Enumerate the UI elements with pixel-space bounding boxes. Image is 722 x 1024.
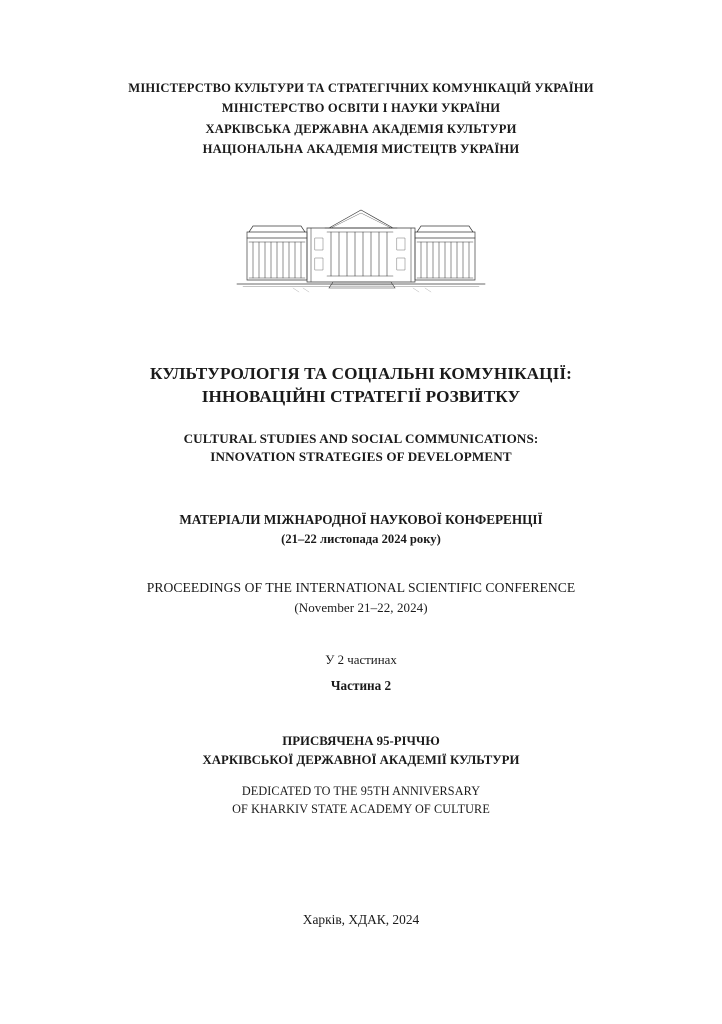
- parts-count-label: У 2 частинах: [325, 653, 397, 668]
- conference-ua-block: [179, 510, 542, 549]
- ministry-line-3: ХАРКІВСЬКА ДЕРЖАВНА АКАДЕМІЯ КУЛЬТУРИ: [205, 121, 517, 136]
- ministry-line-1: МІНІСТЕРСТВО КУЛЬТУРИ ТА СТРАТЕГІЧНИХ КОМУНІКАЦІЙ УКРАЇНИ: [128, 81, 594, 95]
- dedication-ua-line-2: ХАРКІВСЬКОЇ ДЕРЖАВНОЇ АКАДЕМІЇ КУЛЬТУРИ: [202, 752, 520, 767]
- dedication-en-block: [232, 783, 490, 818]
- title-ua-line-2: ІННОВАЦІЙНІ СТРАТЕГІЇ РОЗВИТКУ: [201, 386, 521, 406]
- dedication-ua-line-1: ПРИСВЯЧЕНА 95-РІЧЧЮ: [282, 733, 440, 748]
- title-en-line-1: CULTURAL STUDIES AND SOCIAL COMMUNICATIONS:: [183, 431, 539, 447]
- dedication-en-line-1: DEDICATED TO THE 95TH ANNIVERSARY: [241, 784, 481, 799]
- conference-en-block: [147, 577, 575, 618]
- ministries-block: [128, 78, 593, 160]
- academy-building-engraving-icon: [231, 202, 491, 294]
- conference-ua-label: МАТЕРІАЛИ МІЖНАРОДНОЇ НАУКОВОЇ КОНФЕРЕНЦІЇ: [179, 512, 543, 528]
- ministry-line-4: НАЦІОНАЛЬНА АКАДЕМІЯ МИСТЕЦТВ УКРАЇНИ: [202, 142, 520, 157]
- conference-en-dates: (November 21–22, 2024): [294, 600, 428, 616]
- publication-title: [150, 362, 572, 467]
- conference-ua-dates: (21–22 листопада 2024 року): [281, 532, 441, 547]
- imprint: Харків, ХДАК, 2024: [302, 912, 420, 927]
- title-ua-line-1: КУЛЬТУРОЛОГІЯ ТА СОЦІАЛЬНІ КОМУНІКАЦІЇ:: [150, 363, 572, 383]
- dedication-ua-block: [203, 732, 520, 769]
- parts-block: [325, 648, 397, 698]
- part-number: Частина 2: [330, 677, 392, 693]
- title-en-line-2: INNOVATION STRATEGIES OF DEVELOPMENT: [210, 449, 512, 465]
- dedication-en-line-2: OF KHARKIV STATE ACADEMY OF CULTURE: [232, 801, 490, 816]
- conference-en-label: PROCEEDINGS OF THE INTERNATIONAL SCIENTIFIC CONFERENCE: [146, 580, 576, 596]
- ministry-line-2: МІНІСТЕРСТВО ОСВІТИ І НАУКИ УКРАЇНИ: [221, 101, 501, 116]
